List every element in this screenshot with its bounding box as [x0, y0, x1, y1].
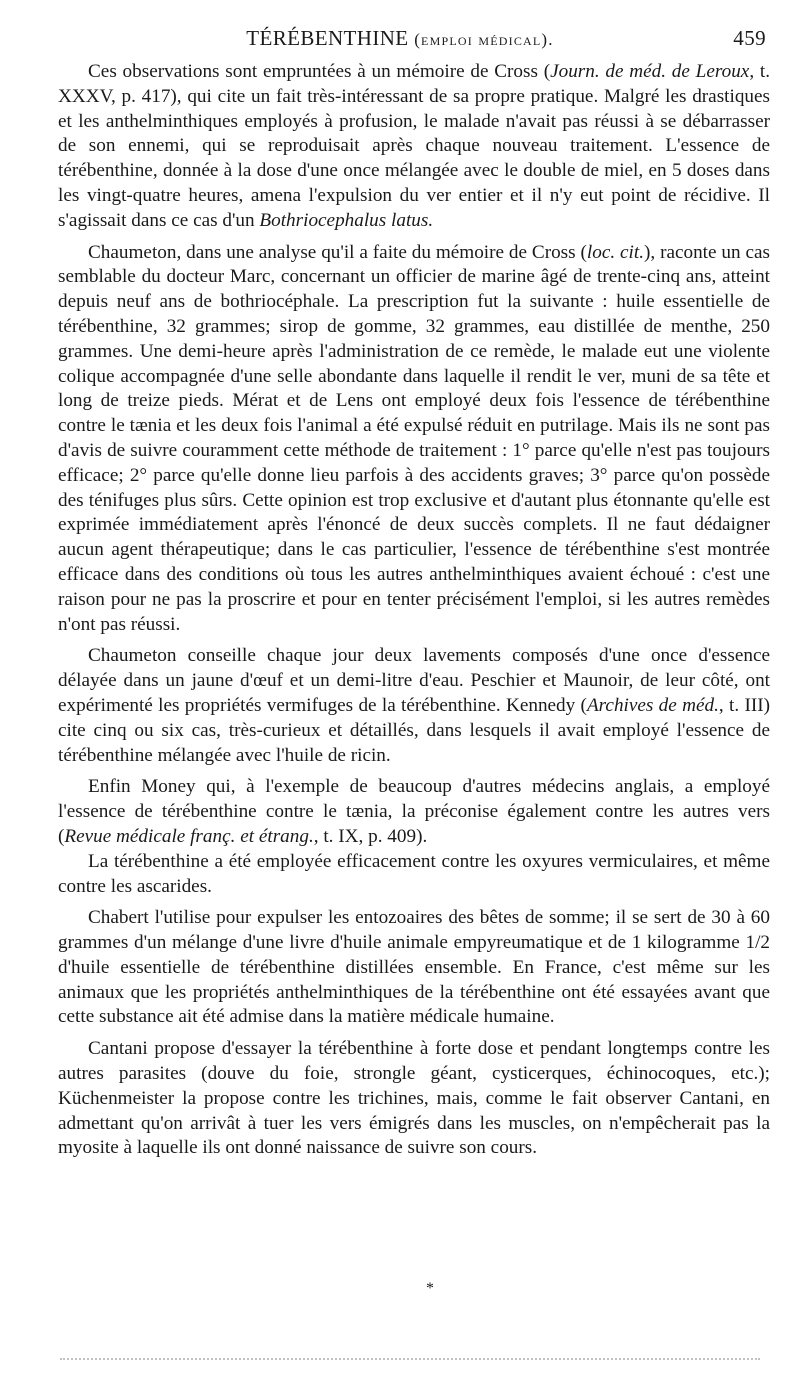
paragraph — [58, 850, 770, 900]
text-run: La térébenthine a été employée efficacement contre les oxyures vermiculaires, et même contre les ascarides. — [58, 850, 770, 897]
text-run: , t. IX, p. 409). — [313, 825, 428, 847]
text-run: Cantani propose d'essayer la térébenthine à forte dose et pendant longtemps contre les autres parasites (douve du foie, strongle géant, cysticerques, échinocoques, etc.); Küchenmeister la propose contre les trichines, mais, comme le fait observer Cantani, en admettant qu'on arrivât à tuer les vers émigrés dans les muscles, on n'empêcherait pas la myosite à laquelle ils ont donné naissance de suivre son cours. — [58, 1038, 770, 1159]
text-run: Ces observations sont empruntées à un mémoire de Cross ( — [88, 61, 551, 82]
page-number: 459 — [733, 26, 766, 50]
text-run: , t. III) cite cinq ou six cas, très-curieux et détaillés, dans lesquels il avait employé l'essence de térébenthine mélangée avec l'huile de ricin. — [58, 694, 771, 766]
italic-citation: Revue médicale franç. et étrang. — [64, 825, 314, 847]
text-run: Chabert l'utilise pour expulser les entozoaires des bêtes de somme; il se sert de 30 à 60 grammes d'un mélange d'une livre d'huile animale empyreumatique et de 1 kilogramme 1/2 d'huile essentielle de térébenthine distillées ensemble. En France, c'est même sur les animaux que les propriétés anthelminthiques de la térébenthine ont été essayées avant que cette substance ait été admise dans la matière médicale humaine. — [58, 907, 770, 1028]
paragraph — [58, 1037, 770, 1161]
text-run: ), raconte un cas semblable du docteur Marc, concernant un officier de marine âgé de trente-cinq ans, atteint depuis neuf ans de bothriocéphale. La prescription fut la suivante : huile essentielle de térébenthine, 32 grammes; sirop de gomme, 32 grammes, eau distillée de menthe, 250 grammes. Une demi-heure après l'administration de ce remède, le malade eut une violente colique accompagnée d'une selle abondante dans laquelle il rendit le ver, muni de sa tête et long de treize pieds. Mérat et de Lens ont employé deux fois l'essence de térébenthine contre le tænia et les deux fois l'animal a été expulsé réduit en putrilage. Mais ils ne sont pas d'avis de suivre couramment cette méthode de traitement : 1° parce qu'elle n'est pas toujours efficace; 2° parce qu'elle donne lieu parfois à des accidents graves; 3° parce qu'on possède des ténifuges plus sûrs. Cette opinion est trop exclusive et d'autant plus étonnante qu'elle est exprimée immédiatement après l'énoncé de deux succès complets. Il ne faut dédaigner aucun agent thérapeutique; dans le cas particulier, l'essence de térébenthine s'est montrée efficace dans des conditions où tous les autres anthelminthiques avaient échoué : c'est une raison pour ne pas la proscrire et pour en tenter précisément l'emploi, si les autres remèdes n'ont pas réussi. — [58, 241, 770, 635]
text-run: Enfin Money qui, à l'exemple de beaucoup d'autres médecins anglais, a employé l'essence de térébenthine contre le tænia, la préconise également contre les autres vers ( — [58, 776, 770, 847]
body-text — [58, 60, 770, 1161]
paragraph — [58, 775, 770, 849]
paragraph — [58, 60, 770, 234]
title-sub: (emploi médical). — [414, 30, 554, 49]
paragraph — [58, 644, 770, 768]
title-main: TÉRÉBENTHINE — [246, 26, 409, 50]
paragraph — [58, 906, 770, 1030]
italic-citation: Archives de méd. — [586, 694, 719, 716]
text-run: , t. XXXV, p. 417), qui cite un fait très-intéressant de sa propre pratique. Malgré les drastiques et les anthelminthiques employés à profusion, le malade n'avait pas réussi à se débarrasser de son ennemi, qui se reproduisait après chaque nouveau traitement. L'essence de térébenthine, donnée à la dose d'une once mélangée avec le double de miel, en 5 doses dans les vingt-quatre heures, amena l'expulsion du ver entier et il n'y eut point de récidive. Il s'agissait dans ce cas d'un — [58, 61, 770, 231]
running-header — [0, 20, 800, 60]
text-run: Chaumeton conseille chaque jour deux lavements composés d'une once d'essence délayée dans un jaune d'œuf et un demi-litre d'eau. Peschier et Maunoir, de leur côté, ont expérimenté les propriétés vermifuges de la térébenthine. Kennedy ( — [58, 645, 770, 716]
running-title — [0, 26, 800, 51]
italic-citation: Bothriocephalus latus. — [259, 209, 434, 231]
printer-mark: * — [426, 1280, 434, 1297]
paragraph — [58, 241, 770, 638]
italic-citation: loc. cit. — [586, 241, 644, 263]
bottom-rule — [60, 1358, 760, 1364]
text-run: Chaumeton, dans une analyse qu'il a faite du mémoire de Cross ( — [88, 241, 587, 263]
italic-citation: Journ. de méd. de Leroux — [550, 61, 750, 82]
